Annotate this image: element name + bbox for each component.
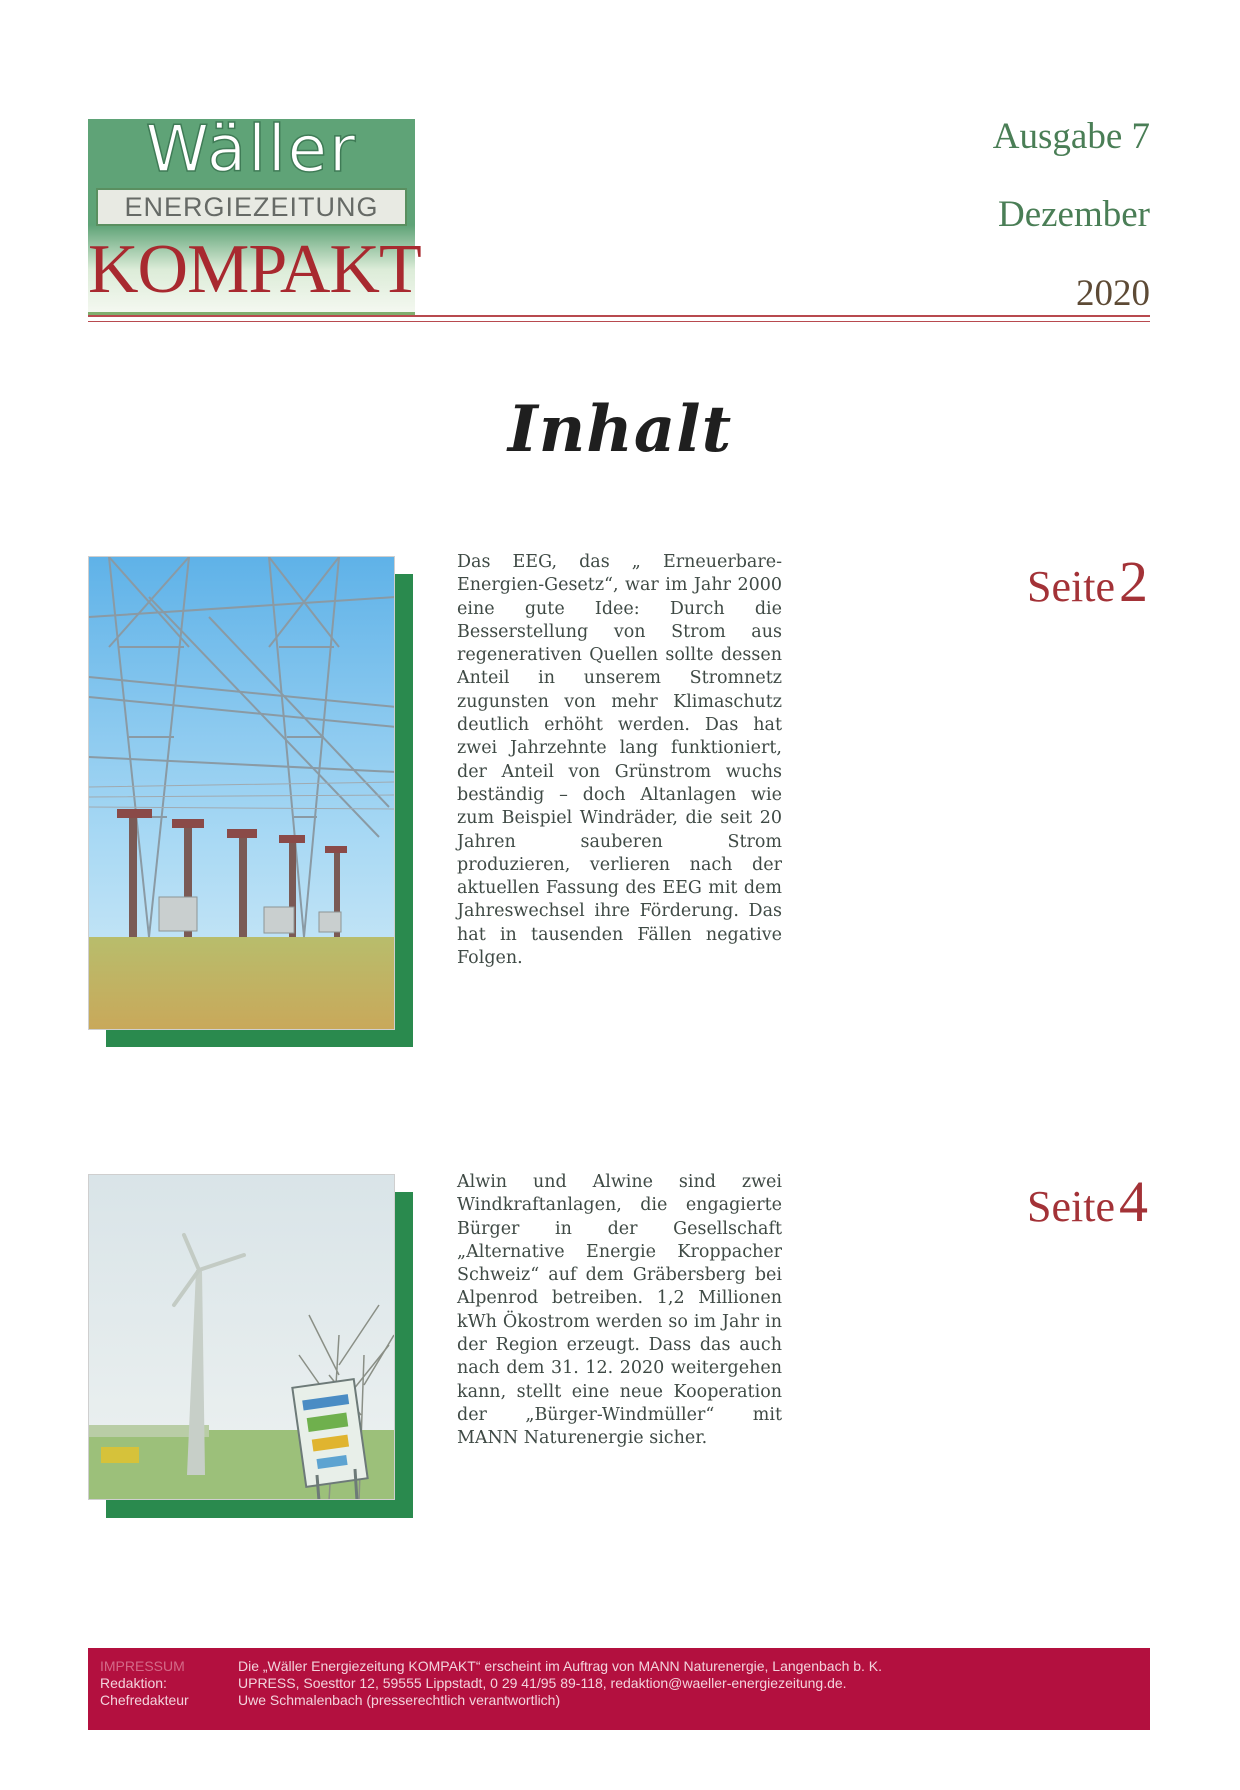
impressum-redaktion-line[interactable]: UPRESS, Soesttor 12, 59555 Lippstadt, 0 29 41/95 89-118, redaktion@waeller-energiezeitung.de.: [238, 1675, 847, 1691]
page-reference-number: 4: [1119, 1169, 1148, 1234]
issue-month: Dezember: [997, 194, 1150, 235]
logo: [88, 113, 421, 315]
article-teaser: Alwin und Alwine sind zwei Windkraftanlagen, die engagierte Bürger in der Gesellschaft „Alternative Energie Kroppacher Schweiz“ auf dem Gräbersberg bei Alpenrod betreiben. 1,2 Millionen kWh Ökostrom werden so im Jahr in der Region erzeugt. Dass das auch nach dem 31. 12. 2020 weitergehen kann, stellt eine neue Kooperation der „Bürger-Windmüller“ mit MANN Naturenergie sicher.: [457, 1172, 782, 1449]
page-reference-label: Seite: [1027, 562, 1115, 611]
wind-turbine-photo: [88, 1174, 395, 1500]
impressum-editor-line: Uwe Schmalenbach (presserechtlich verantwortlich): [238, 1692, 561, 1708]
header-rule: [88, 315, 1150, 317]
issue-year: 2020: [1076, 273, 1150, 314]
page-title: Inhalt: [507, 392, 733, 467]
header-rule-thin: [88, 321, 1150, 322]
power-substation-photo: [88, 556, 395, 1030]
impressum-labels: [100, 1658, 230, 1709]
logo-title: Wäller: [145, 113, 358, 187]
impressum-values: [238, 1658, 1138, 1709]
logo-kompakt: KOMPAKT: [88, 231, 421, 308]
logo-subtitle: ENERGIEZEITUNG: [96, 188, 407, 226]
impressum-label-redaktion: Redaktion:: [100, 1675, 167, 1691]
impressum-heading: IMPRESSUM: [100, 1658, 185, 1674]
page-reference-number: 2: [1119, 549, 1148, 614]
issue-number: Ausgabe 7: [992, 116, 1150, 157]
article-teaser: Das EEG, das „ Erneuerbare-Energien-Gesetz“, war im Jahr 2000 eine gute Idee: Durch die Besserstellung von Strom aus regenerativen Quellen sollte dessen Anteil in unserem Stromnetz zugunsten von mehr Klimaschutz deutlich erhöht werden. Das hat zwei Jahrzehnte lang funktioniert, der Anteil von Grünstrom wuchs beständig – doch Altanlagen wie zum Beispiel Windräder, die seit 20 Jahren sauberen Strom produzieren, verlieren nach der aktuellen Fassung des EEG mit dem Jahreswechsel ihre Förderung. Das hat in tausenden Fällen negative Folgen.: [457, 552, 782, 969]
impressum-publisher-line: Die „Wäller Energiezeitung KOMPAKT“ erscheint im Auftrag von MANN Naturenergie, Langenbach b. K.: [238, 1658, 883, 1674]
impressum-label-chefredakteur: Chefredakteur: [100, 1692, 189, 1708]
impressum-box: [88, 1648, 1150, 1730]
page-reference[interactable]: [1027, 1168, 1148, 1235]
page-reference-label: Seite: [1027, 1182, 1115, 1231]
page-reference[interactable]: [1027, 548, 1148, 615]
